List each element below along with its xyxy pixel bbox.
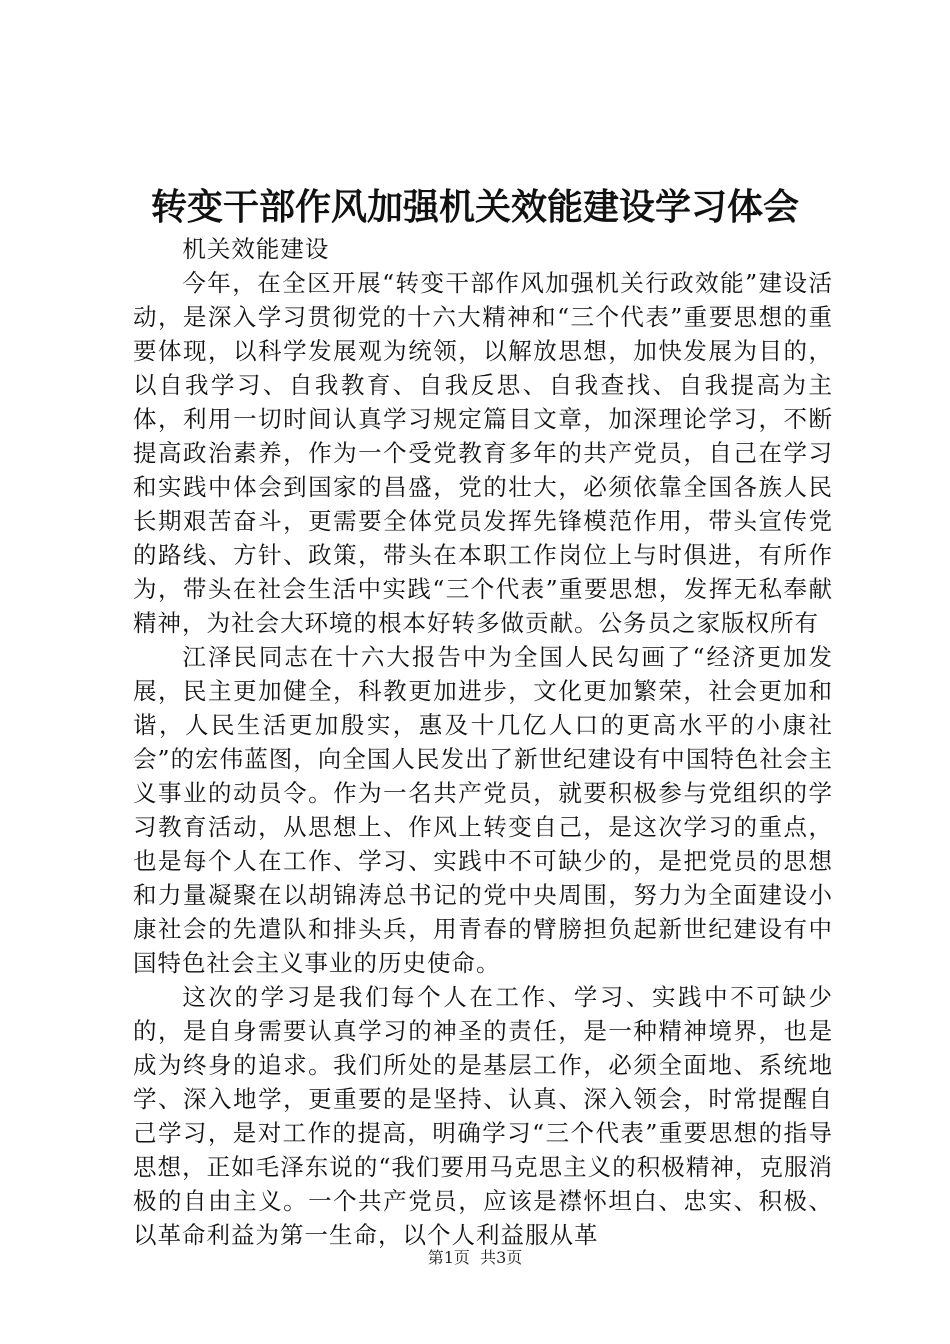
page-total: 共3页 bbox=[480, 1248, 523, 1267]
page-number: 第1页 bbox=[427, 1248, 470, 1267]
paragraph: 这次的学习是我们每个人在工作、学习、实践中不可缺少的，是自身需要认真学习的神圣的责任，是一种精神境界，也是成为终身的追求。我们所处的是基层工作，必须全面地、系统地学、深入地学，更重要的是坚持、认真、深入领会，时常提醒自己学习，是对工作的提高，明确学习“三个代表”重要思想的指导思想，正如毛泽东说的“我们要用马克思主义的积极精神，克服消极的自由主义。一个共产党员，应该是襟怀坦白、忠实、积极、以革命利益为第一生命，以个人利益服从革 bbox=[133, 983, 833, 1249]
page-footer bbox=[0, 1247, 950, 1269]
paragraph: 今年，在全区开展“转变干部作风加强机关行政效能”建设活动，是深入学习贯彻党的十六大精神和“三个代表”重要思想的重要体现，以科学发展观为统领，以解放思想，加快发展为目的，以自我学习、自我教育、自我反思、自我查找、自我提高为主体，利用一切时间认真学习规定篇目文章，加深理论学习，不断提高政治素养，作为一个受党教育多年的共产党员，自己在学习和实践中体会到国家的昌盛，党的壮大，必须依靠全国各族人民长期艰苦奋斗，更需要全体党员发挥先锋模范作用，带头宣传党的路线、方针、政策，带头在本职工作岗位上与时俱进，有所作为，带头在社会生活中实践“三个代表”重要思想，发挥无私奉献精神，为社会大环境的根本好转多做贡献。公务员之家版权所有 bbox=[133, 269, 833, 637]
paragraph: 江泽民同志在十六大报告中为全国人民勾画了“经济更加发展，民主更加健全，科教更加进步，文化更加繁荣，社会更加和谐，人民生活更加殷实，惠及十几亿人口的更高水平的小康社会”的宏伟蓝图，向全国人民发出了新世纪建设有中国特色社会主义事业的动员令。作为一名共产党员，就要积极参与党组织的学习教育活动，从思想上、作风上转变自己，是这次学习的重点，也是每个人在工作、学习、实践中不可缺少的，是把党员的思想和力量凝聚在以胡锦涛总书记的党中央周围，努力为全面建设小康社会的先遣队和排头兵，用青春的臂膀担负起新世纪建设有中国特色社会主义事业的历史使命。 bbox=[133, 643, 833, 977]
document-body bbox=[133, 232, 833, 1252]
footer-separator bbox=[470, 1248, 480, 1267]
document-title: 转变干部作风加强机关效能建设学习体会 bbox=[150, 186, 799, 228]
paragraph-subtitle: 机关效能建设 bbox=[182, 235, 330, 263]
